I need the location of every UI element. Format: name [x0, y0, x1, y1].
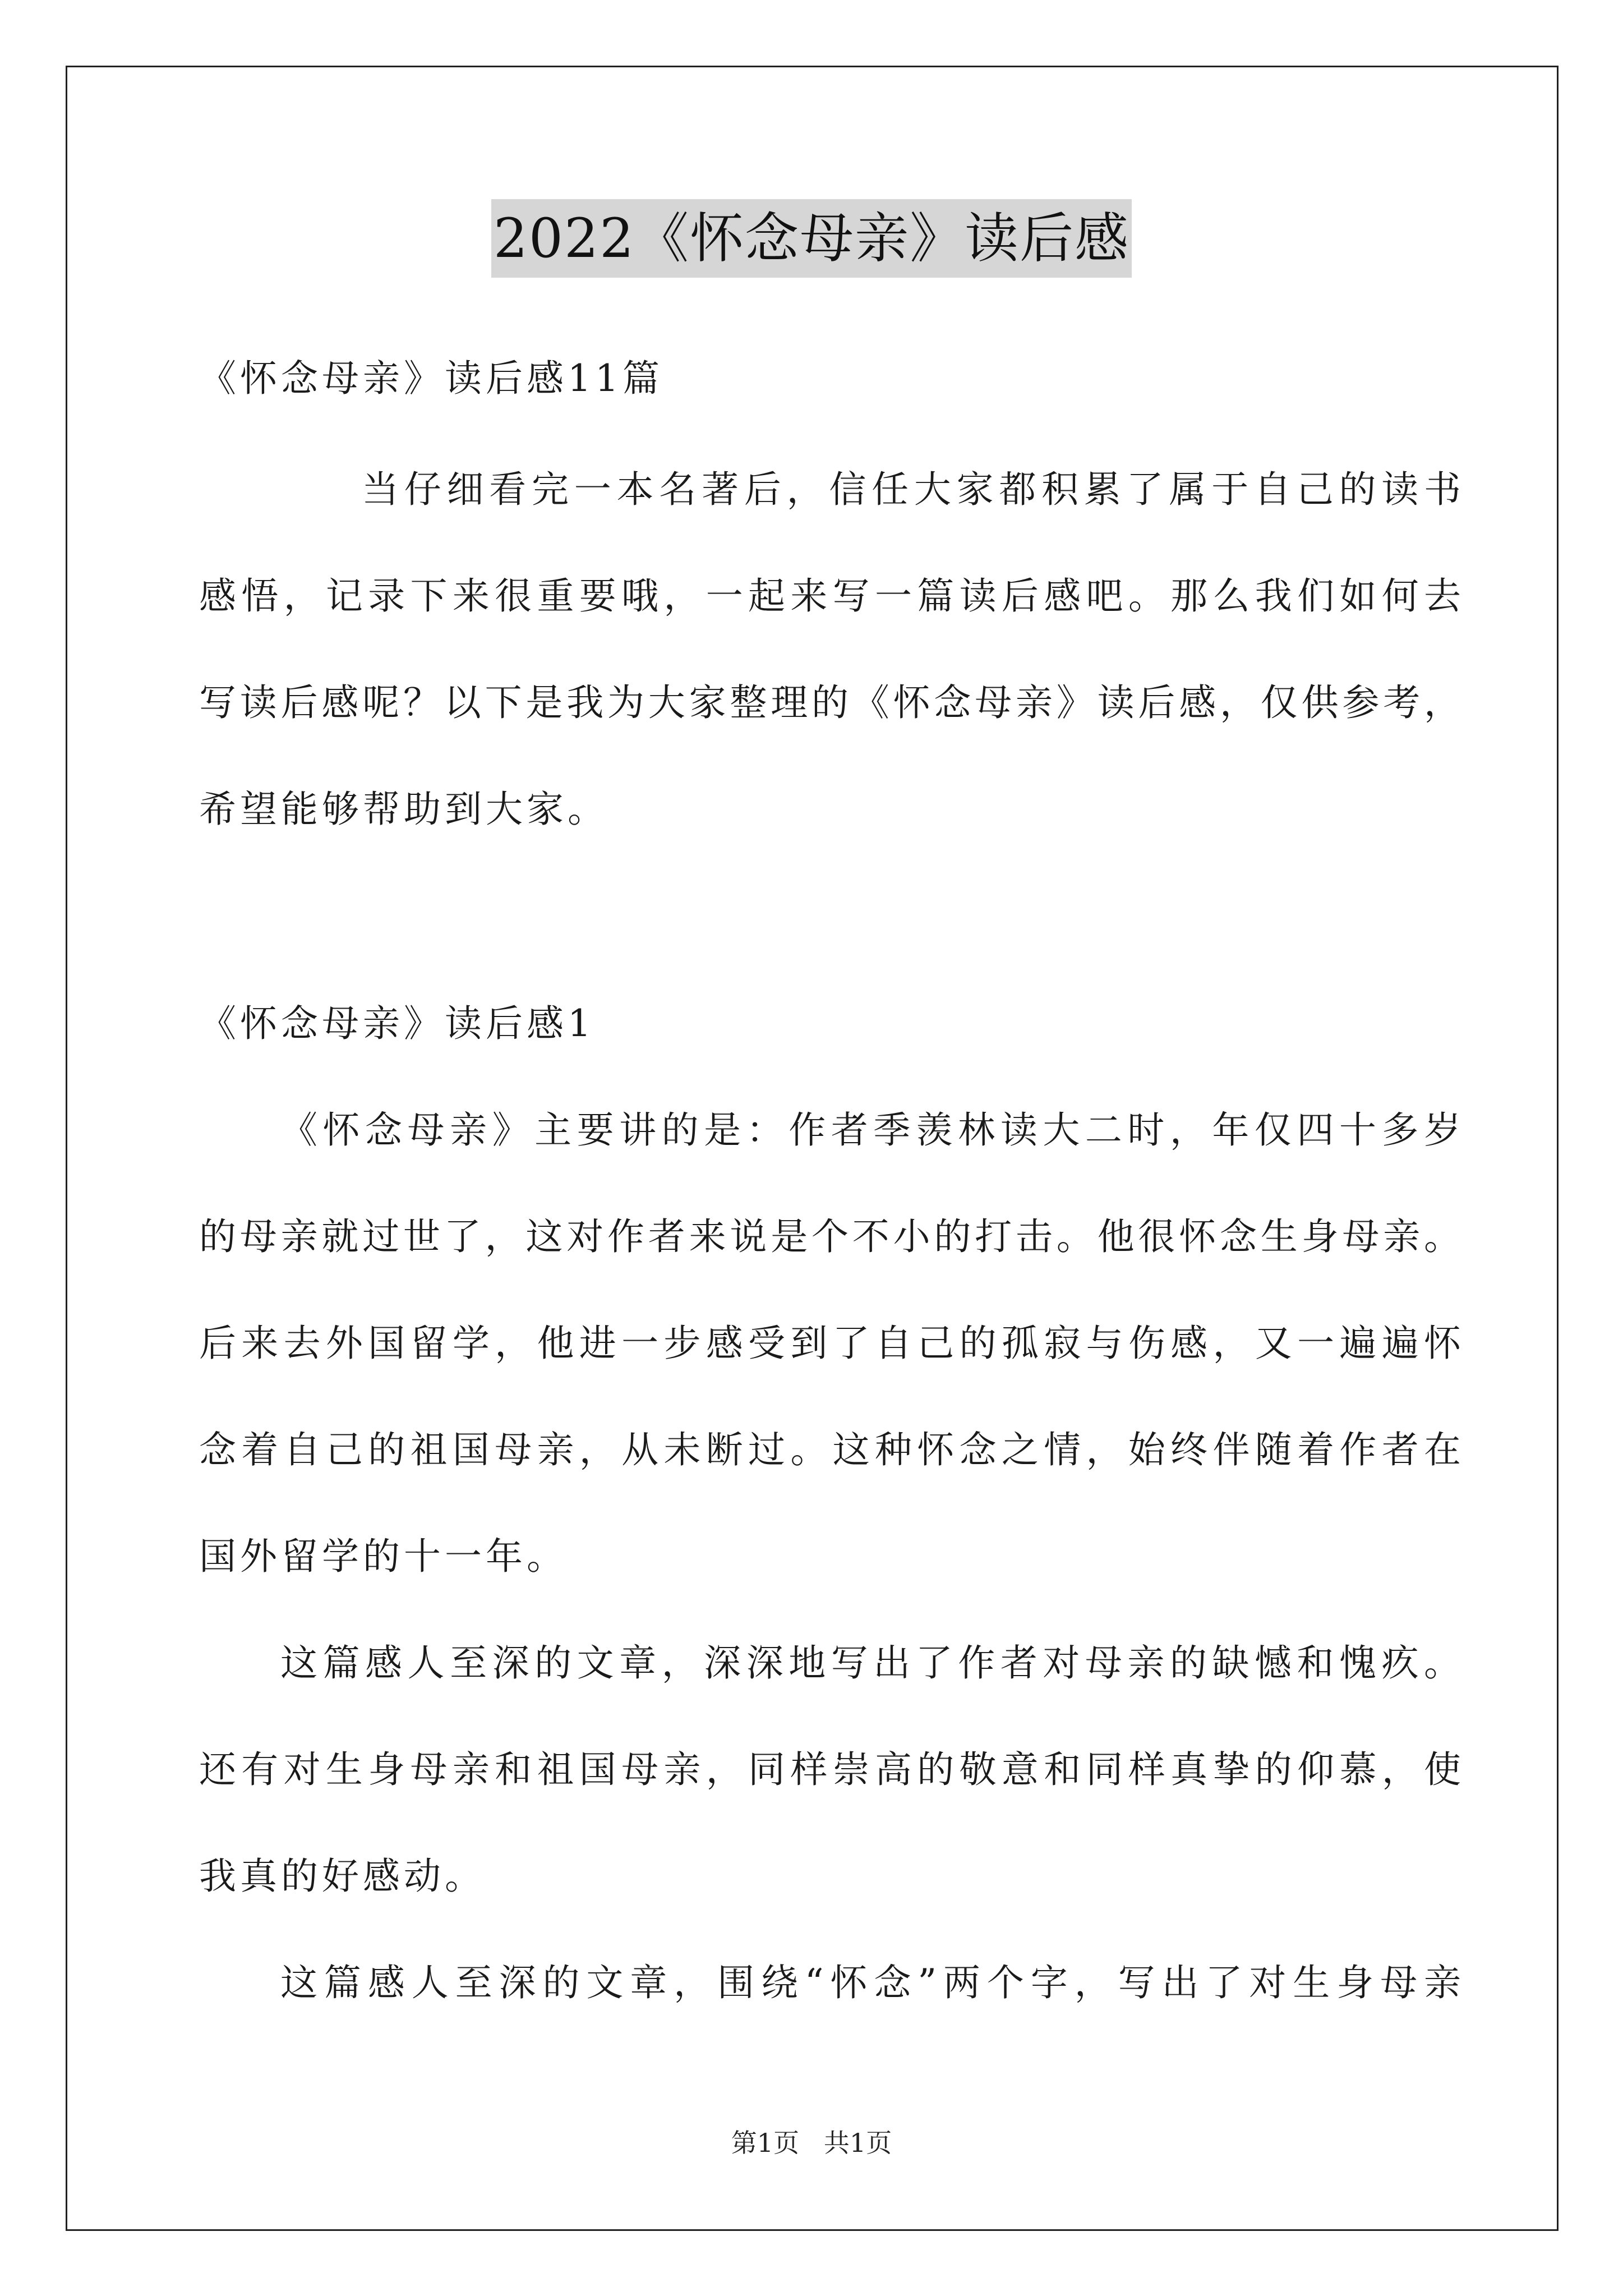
paragraph-line: 这篇感人至深的文章，围绕“怀念”两个字，写出了对生身母亲 — [280, 1961, 1461, 2004]
intro-line: 写读后感呢？以下是我为大家整理的《怀念母亲》读后感，仅供参考， — [199, 681, 1461, 724]
paragraph-line: 《怀念母亲》主要讲的是：作者季羡林读大二时，年仅四十多岁 — [280, 1108, 1461, 1152]
page-number-footer: 第1页 共1页 — [731, 2128, 892, 2158]
subtitle: 《怀念母亲》读后感11篇 — [199, 357, 663, 400]
intro-line: 希望能够帮助到大家。 — [199, 788, 608, 831]
paragraph-line: 国外留学的十一年。 — [199, 1535, 568, 1578]
intro-line: 当仔细看完一本名著后，信任大家都积累了属于自己的读书 — [362, 468, 1461, 511]
document-title: 2022《怀念母亲》读后感 — [491, 199, 1132, 278]
paragraph-line: 后来去外国留学，他进一步感受到了自己的孤寂与伤感，又一遍遍怀 — [199, 1322, 1461, 1365]
section-heading: 《怀念母亲》读后感1 — [199, 1002, 595, 1045]
paragraph-line: 的母亲就过世了，这对作者来说是个不小的打击。他很怀念生身母亲。 — [199, 1215, 1461, 1258]
paragraph-line: 我真的好感动。 — [199, 1855, 486, 1898]
paragraph-line: 还有对生身母亲和祖国母亲，同样崇高的敬意和同样真挚的仰慕，使 — [199, 1748, 1461, 1791]
paragraph-line: 这篇感人至深的文章，深深地写出了作者对母亲的缺憾和愧疚。 — [280, 1641, 1461, 1685]
title-container — [0, 199, 1623, 278]
intro-line: 感悟，记录下来很重要哦，一起来写一篇读后感吧。那么我们如何去 — [199, 574, 1461, 618]
paragraph-line: 念着自己的祖国母亲，从未断过。这种怀念之情，始终伴随着作者在 — [199, 1428, 1461, 1471]
